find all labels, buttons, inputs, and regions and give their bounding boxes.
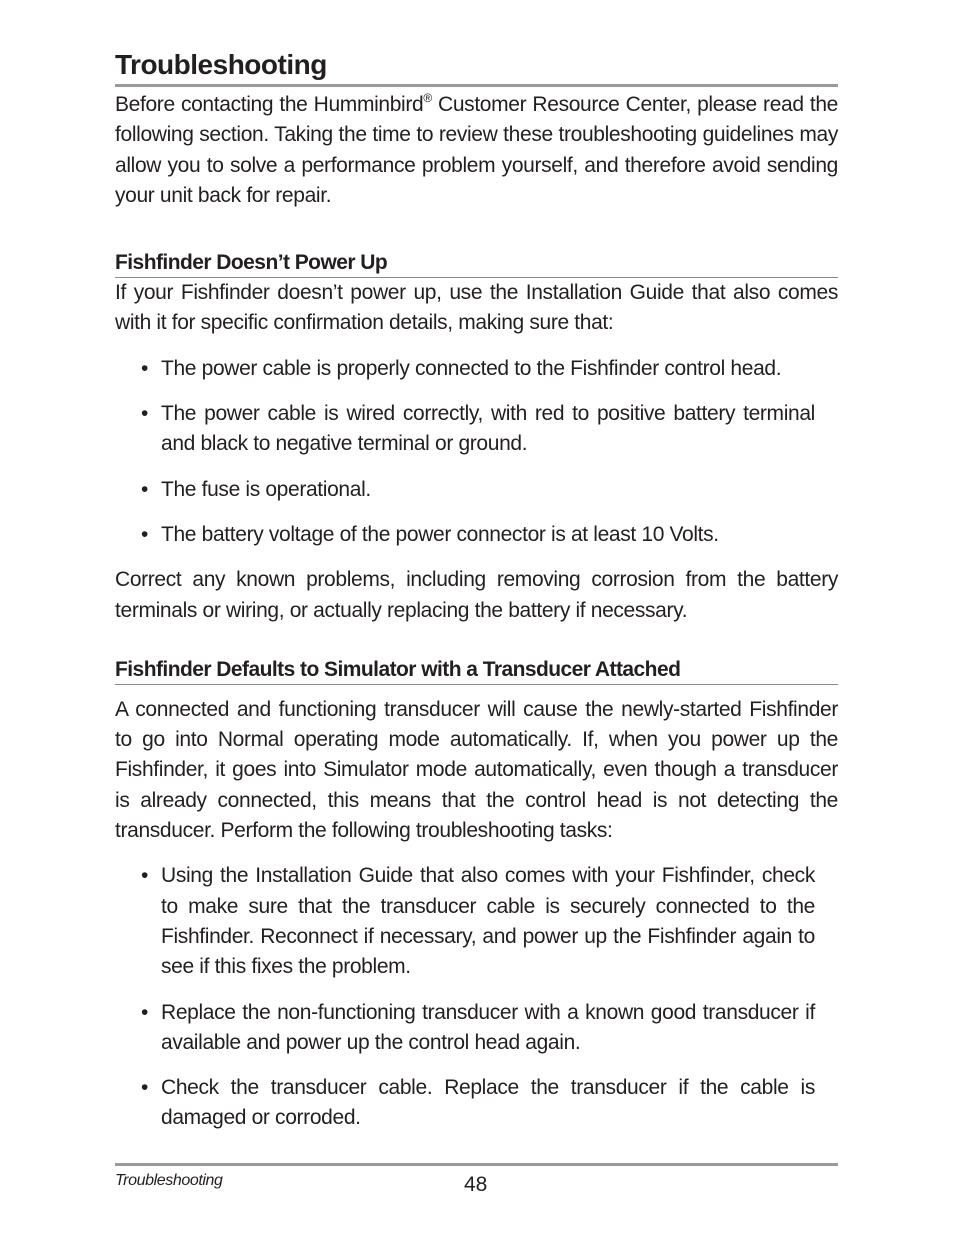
page-footer xyxy=(115,1163,838,1206)
bullet-icon: • xyxy=(141,356,149,380)
list-item xyxy=(141,861,815,982)
list-item-text: Using the Installation Guide that also comes with your Fishfinder, check to make sure that the transducer cable is securely connected to the Fishfinder. Reconnect if necessary, and power up the Fishfinder again to see if this fixes the problem. xyxy=(161,864,815,979)
list-item xyxy=(141,1073,815,1134)
list-item-text: Check the transducer cable. Replace the transducer if the cable is damaged or corroded. xyxy=(161,1076,815,1130)
page-content xyxy=(115,48,838,1134)
list-item xyxy=(141,354,815,384)
section-body-power: If your Fishfinder doesn’t power up, use the Installation Guide that also comes with it for specific confirmation details, making sure that: xyxy=(115,281,838,335)
list-item xyxy=(141,998,815,1059)
list-item xyxy=(141,475,815,505)
bullet-icon: • xyxy=(141,522,149,546)
bullet-icon: • xyxy=(141,1000,149,1024)
bullet-icon: • xyxy=(141,402,149,426)
section-body-simulator: A connected and functioning transducer will cause the newly-started Fishfinder to go into Normal operating mode automatically. If, when you power up the Fishfinder, it goes into Simulator mode automatically, even though a transducer is already connected, this means that the control head is not detecting the transducer. Perform the following troubleshooting tasks: xyxy=(115,697,838,843)
page-title: Troubleshooting xyxy=(115,48,838,87)
simulator-checklist xyxy=(115,861,838,1133)
registered-mark: ® xyxy=(423,91,432,105)
list-item-text: Replace the non-functioning transducer with a known good transducer if available and power up the control head again. xyxy=(161,1000,815,1054)
list-item xyxy=(141,399,815,460)
list-item-text: The power cable is wired correctly, with red to positive battery terminal and black to negative terminal or ground. xyxy=(161,402,815,456)
bullet-icon: • xyxy=(141,1076,149,1100)
bullet-icon: • xyxy=(141,477,149,501)
footer-section-label: Troubleshooting xyxy=(115,1172,223,1189)
section-heading-power: Fishfinder Doesn’t Power Up xyxy=(115,249,838,278)
section-heading-simulator: Fishfinder Defaults to Simulator with a Transducer Attached xyxy=(115,656,838,685)
bullet-icon: • xyxy=(141,864,149,888)
page-number: 48 xyxy=(464,1173,488,1196)
list-item-text: The power cable is properly connected to the Fishfinder control head. xyxy=(161,356,782,380)
list-item-text: The fuse is operational. xyxy=(161,477,371,501)
list-item-text: The battery voltage of the power connector is at least 10 Volts. xyxy=(161,522,719,546)
intro-paragraph xyxy=(115,90,838,211)
power-checklist xyxy=(115,354,838,550)
section-followup-power: Correct any known problems, including removing corrosion from the battery terminals or wiring, or actually replacing the battery if necessary. xyxy=(115,568,838,622)
intro-text-start: Before contacting the Humminbird xyxy=(115,93,424,116)
list-item xyxy=(141,520,815,550)
intro-text-end: Customer Resource Center, please read the following section. Taking the time to review these troubleshooting guidelines may allow you to solve a performance problem yourself, and therefore avoid sending your unit back for repair. xyxy=(115,93,838,207)
